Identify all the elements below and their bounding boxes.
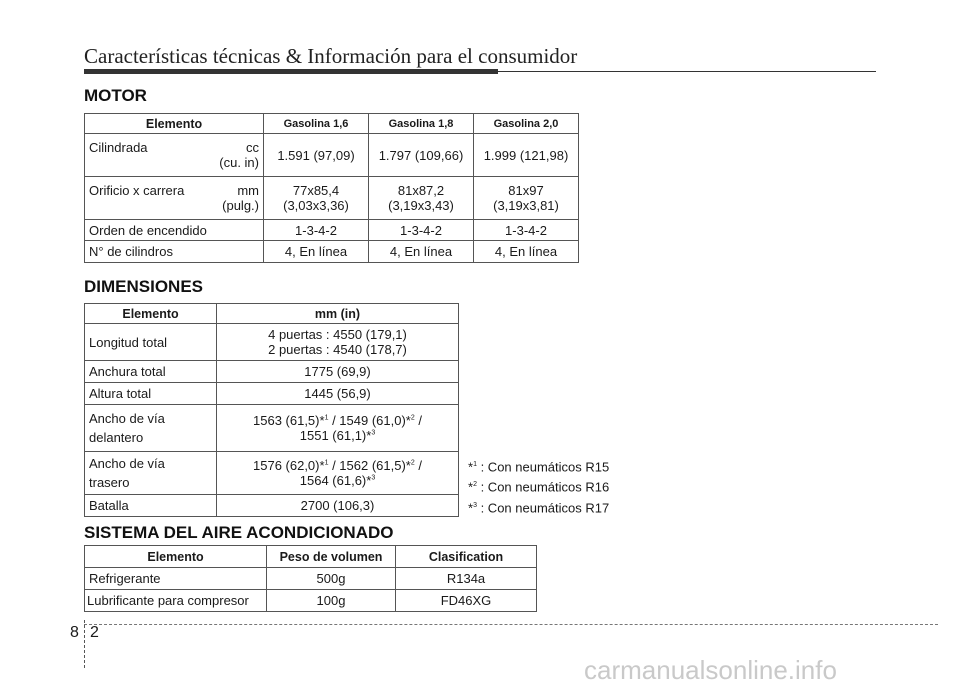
row-label: Orden de encendido	[85, 220, 264, 241]
section-title-aire: SISTEMA DEL AIRE ACONDICIONADO	[84, 523, 394, 542]
table-cell	[369, 177, 474, 220]
row-unit: cc	[246, 140, 259, 155]
cell-line	[221, 428, 454, 443]
table-cell: 1.999 (121,98)	[474, 134, 579, 177]
section-title-motor: MOTOR	[84, 86, 147, 105]
table-row	[85, 241, 579, 263]
row-label: N° de cilindros	[85, 241, 264, 263]
row-label: Batalla	[85, 495, 217, 517]
row-label: Longitud total	[85, 324, 217, 361]
table-cell	[474, 177, 579, 220]
table-cell: 1775 (69,9)	[217, 361, 459, 383]
header-rule	[84, 69, 498, 74]
table-cell: 1445 (56,9)	[217, 383, 459, 405]
table-header-row	[85, 114, 579, 134]
table-cell: FD46XG	[396, 590, 537, 612]
table-cell: 2700 (106,3)	[217, 495, 459, 517]
page-number: 2	[90, 624, 99, 641]
column-header: Gasolina 1,6	[264, 114, 369, 134]
footer-divider	[84, 624, 938, 625]
column-header: Elemento	[85, 114, 264, 134]
table-cell: 4, En línea	[264, 241, 369, 263]
cell-line: 4 puertas : 4550 (179,1)	[268, 327, 407, 342]
footnote-mark: 3	[371, 474, 376, 482]
header-rule-thin	[498, 71, 876, 72]
table-row	[85, 452, 459, 495]
table-cell: 100g	[267, 590, 396, 612]
row-label: Altura total	[85, 383, 217, 405]
table-row	[85, 177, 579, 220]
row-unit: (cu. in)	[219, 155, 259, 170]
value-text: /	[414, 458, 422, 473]
table-cell	[217, 405, 459, 452]
row-label: Ancho de vía	[89, 456, 165, 471]
table-cell: 1-3-4-2	[264, 220, 369, 241]
table-cell	[217, 452, 459, 495]
column-header: Gasolina 1,8	[369, 114, 474, 134]
table-cell: 1.591 (97,09)	[264, 134, 369, 177]
row-label-cell	[85, 452, 217, 495]
footnote-text: : Con neumáticos R15	[476, 459, 610, 475]
footnote	[468, 497, 609, 517]
row-label: Orificio x carrera	[89, 183, 185, 198]
footnote-mark: 1	[324, 459, 329, 467]
table-row	[85, 361, 459, 383]
value-text: /	[414, 413, 422, 428]
row-label-cell	[85, 177, 264, 220]
column-header: Elemento	[85, 546, 267, 568]
table-cell: 1-3-4-2	[369, 220, 474, 241]
table-row	[85, 324, 459, 361]
table-header-row	[85, 304, 459, 324]
table-row	[85, 405, 459, 452]
watermark: carmanualsonline.info	[584, 655, 837, 685]
page-header-title: Características técnicas & Información para el consumidor	[84, 44, 578, 68]
table-cell	[217, 324, 459, 361]
table-cell	[264, 177, 369, 220]
footnote-star: *	[468, 499, 474, 515]
page-number-divider	[84, 620, 85, 668]
row-label-cell	[85, 405, 217, 452]
cell-line: 77x85,4	[292, 183, 340, 198]
row-label: Anchura total	[85, 361, 217, 383]
footnote-mark: 1	[324, 414, 329, 422]
footnote-star: *	[468, 479, 474, 495]
cell-line	[221, 473, 454, 488]
table-row	[85, 495, 459, 517]
footnote-mark: 1	[473, 461, 477, 468]
footnote	[468, 476, 609, 496]
table-cell: 4, En línea	[474, 241, 579, 263]
footnote-mark: 2	[410, 414, 415, 422]
table-row	[85, 568, 537, 590]
footnote-text: : Con neumáticos R17	[476, 499, 610, 515]
column-header: Gasolina 2,0	[474, 114, 579, 134]
table-row	[85, 383, 459, 405]
dimensiones-table	[84, 303, 459, 517]
row-label: trasero	[89, 475, 130, 490]
cell-line	[221, 458, 454, 473]
table-cell: 1.797 (109,66)	[369, 134, 474, 177]
row-label: delantero	[89, 430, 144, 445]
table-cell: 500g	[267, 568, 396, 590]
footnote-star: *	[468, 459, 474, 475]
motor-table	[84, 113, 579, 263]
footnote-text: : Con neumáticos R16	[476, 479, 610, 495]
cell-line: 81x97	[508, 183, 544, 198]
cell-line	[221, 413, 454, 428]
column-header: Peso de volumen	[267, 546, 396, 568]
cell-line: 81x87,2	[397, 183, 445, 198]
footnote-mark: 2	[410, 459, 415, 467]
footnote	[468, 456, 609, 476]
table-row	[85, 134, 579, 177]
table-cell: R134a	[396, 568, 537, 590]
footnote-mark: 3	[371, 429, 376, 437]
table-cell: 4, En línea	[369, 241, 474, 263]
row-label: Ancho de vía	[89, 411, 165, 426]
table-row	[85, 590, 537, 612]
row-label: Refrigerante	[85, 568, 267, 590]
value-text: 1564 (61,6)*	[299, 473, 372, 488]
value-text: 1576 (62,0)*	[253, 458, 325, 473]
value-text: / 1549 (61,0)*	[328, 413, 411, 428]
section-title-dimensiones: DIMENSIONES	[84, 277, 204, 296]
value-text: / 1562 (61,5)*	[328, 458, 411, 473]
cell-line: (3,19x3,81)	[493, 198, 559, 213]
value-text: 1563 (61,5)*	[253, 413, 325, 428]
table-cell: 1-3-4-2	[474, 220, 579, 241]
cell-line: (3,03x3,36)	[283, 198, 349, 213]
footnote-mark: 2	[473, 481, 477, 489]
row-unit: (pulg.)	[222, 198, 259, 213]
cell-line: (3,19x3,43)	[388, 198, 454, 213]
row-label: Cilindrada	[89, 140, 148, 155]
cell-line: 2 puertas : 4540 (178,7)	[268, 342, 407, 357]
table-header-row	[85, 546, 537, 568]
column-header: mm (in)	[217, 304, 459, 324]
value-text: 1551 (61,1)*	[299, 428, 372, 443]
column-header: Elemento	[85, 304, 217, 324]
row-label: Lubrificante para compresor	[85, 590, 267, 612]
chapter-number: 8	[70, 624, 79, 641]
footnote-mark: 3	[473, 501, 477, 509]
row-unit: mm	[237, 183, 259, 198]
aire-table	[84, 545, 537, 612]
column-header: Clasification	[396, 546, 537, 568]
table-row	[85, 220, 579, 241]
footnotes	[468, 456, 609, 517]
row-label-cell	[85, 134, 264, 177]
